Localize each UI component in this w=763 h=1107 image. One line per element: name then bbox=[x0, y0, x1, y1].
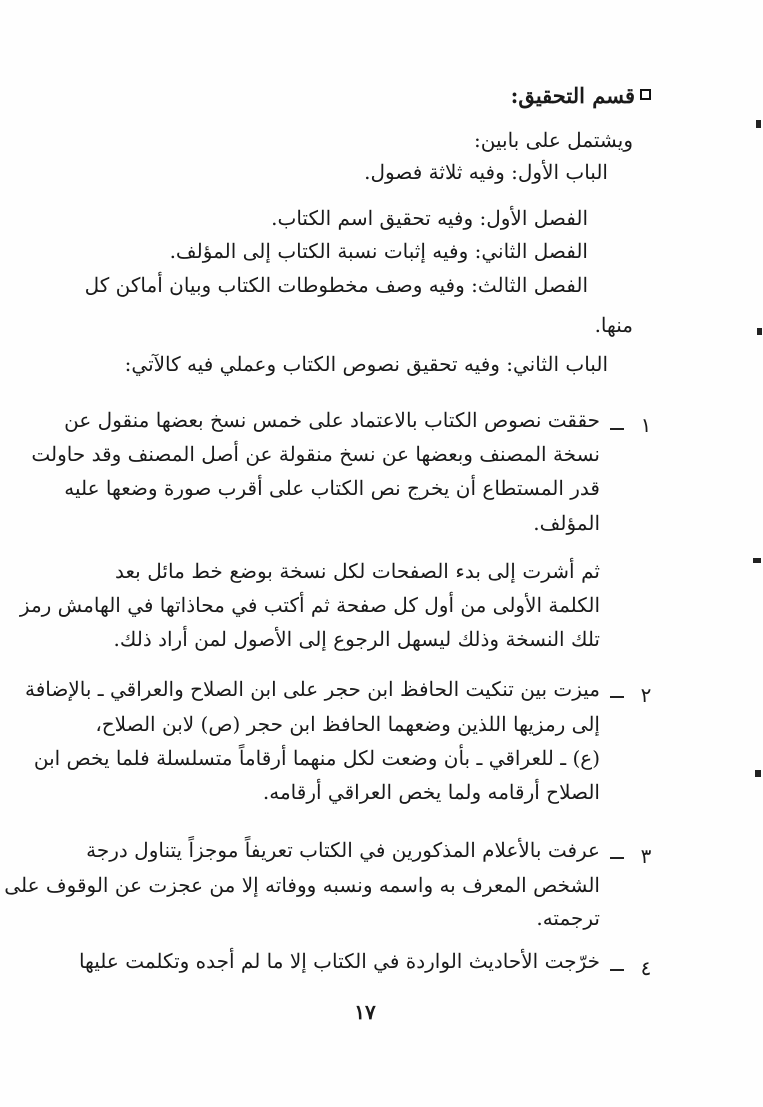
item3-line-3: ترجمته. bbox=[536, 906, 600, 930]
item2-line-2: إلى رمزيها اللذين وضعهما الحافظ ابن حجر (ص) لابن الصلاح، bbox=[95, 712, 600, 736]
item1-line-1: حققت نصوص الكتاب بالاعتماد على خمس نسخ بعضها منقول عن bbox=[64, 408, 600, 432]
section-two-line: الفصل الثاني: وفيه إثبات نسبة الكتاب إلى المؤلف. bbox=[169, 239, 588, 263]
item1-line-4: المؤلف. bbox=[533, 511, 600, 535]
item-number-1: ١ bbox=[640, 413, 652, 437]
section-heading: قسم التحقيق: bbox=[510, 83, 635, 108]
scan-mark bbox=[756, 120, 761, 128]
intro-line: ويشتمل على بابين: bbox=[474, 128, 633, 152]
item1-line-3: قدر المستطاع أن يخرج نص الكتاب على أقرب صورة وضعها عليه bbox=[64, 476, 600, 500]
item-number-4: ٤ bbox=[640, 956, 652, 980]
item-dash-3 bbox=[610, 857, 624, 859]
item3-line-2: الشخص المعرف به واسمه ونسبه ووفاته إلا من عجزت عن الوقوف على bbox=[4, 873, 600, 897]
item2-line-1: ميزت بين تنكيت الحافظ ابن حجر على ابن الصلاح والعراقي ـ بالإضافة bbox=[24, 677, 600, 701]
chapter-one-line: الباب الأول: وفيه ثلاثة فصول. bbox=[364, 160, 608, 184]
item1-para-line-2: الكلمة الأولى من أول كل صفحة ثم أكتب في محاذاتها في الهامش رمز bbox=[19, 593, 600, 617]
item1-para-line-1: ثم أشرت إلى بدء الصفحات لكل نسخة بوضع خط مائل بعد bbox=[115, 559, 600, 583]
item-dash-1 bbox=[610, 428, 624, 430]
scan-mark bbox=[753, 558, 761, 563]
item2-line-4: الصلاح أرقامه ولما يخص العراقي أرقامه. bbox=[262, 780, 600, 804]
item1-line-2: نسخة المصنف وبعضها عن نسخ منقولة عن أصل المصنف وقد حاولت bbox=[31, 442, 600, 466]
scan-mark bbox=[757, 328, 762, 335]
item2-line-3: (ع) ـ للعراقي ـ بأن وضعت لكل منهما أرقاماً متسلسلة فلما يخص ابن bbox=[33, 746, 600, 770]
item-number-2: ٢ bbox=[640, 683, 652, 707]
page-number: ١٧ bbox=[354, 1000, 376, 1024]
scan-mark bbox=[755, 770, 761, 777]
item-dash-2 bbox=[610, 696, 624, 698]
item1-para-line-3: تلك النسخة وذلك ليسهل الرجوع إلى الأصول لمن أراد ذلك. bbox=[113, 627, 600, 651]
chapter-two-line: الباب الثاني: وفيه تحقيق نصوص الكتاب وعملي فيه كالآتي: bbox=[124, 352, 608, 376]
section-three-line: الفصل الثالث: وفيه وصف مخطوطات الكتاب وبيان أماكن كل bbox=[84, 273, 588, 297]
item-number-3: ٣ bbox=[640, 844, 652, 868]
heading-box-icon bbox=[640, 89, 651, 100]
section-one-line: الفصل الأول: وفيه تحقيق اسم الكتاب. bbox=[271, 206, 588, 230]
section-three-cont-line: منها. bbox=[594, 313, 633, 337]
item3-line-1: عرفت بالأعلام المذكورين في الكتاب تعريفاً موجزاً يتناول درجة bbox=[86, 838, 600, 862]
item4-line-1: خرّجت الأحاديث الواردة في الكتاب إلا ما لم أجده وتكلمت عليها bbox=[78, 949, 600, 973]
item-dash-4 bbox=[610, 969, 624, 971]
